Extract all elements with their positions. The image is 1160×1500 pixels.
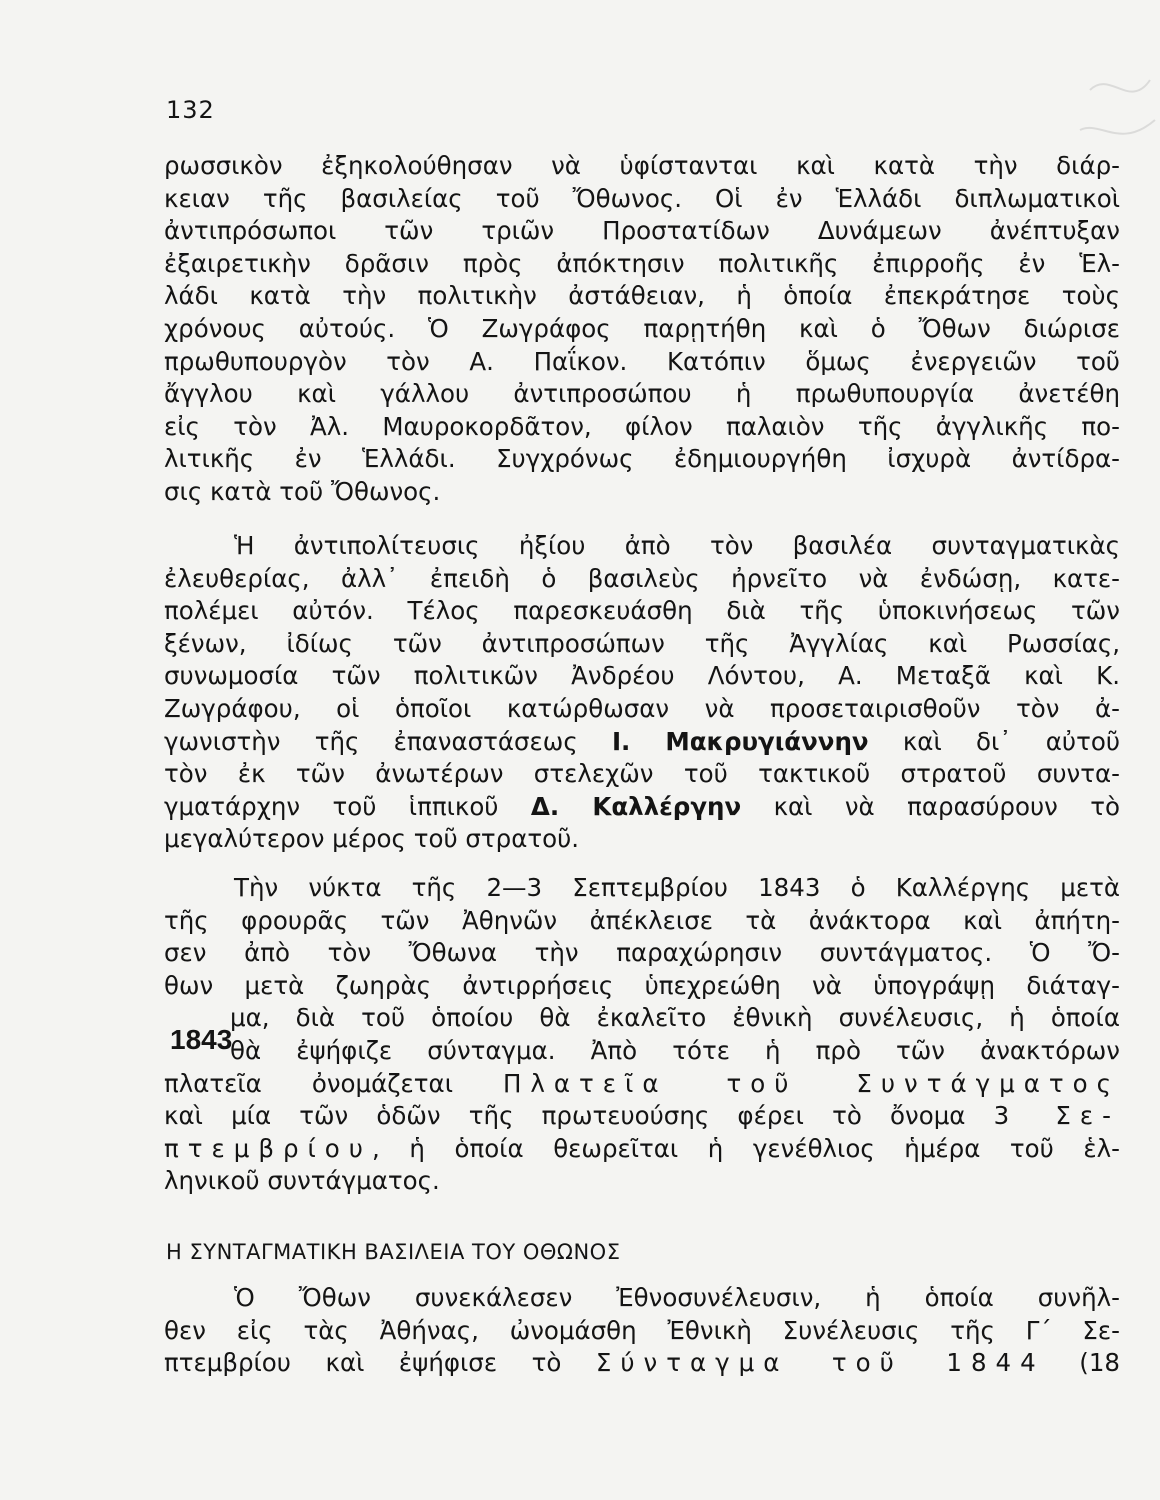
text-line: τὸν ἐκ τῶν ἀνωτέρων στελεχῶν τοῦ τακτικοῦ στρατοῦ συντα- <box>164 759 1120 789</box>
text-line: μεγαλύτερον μέρος τοῦ στρατοῦ. <box>164 824 580 854</box>
margin-year-note: 1843 <box>170 1024 233 1055</box>
person-name-makrygiannis: Ι. Μακρυγιάννην <box>611 726 869 756</box>
text-line: ἀντιπρόσωποι τῶν τριῶν Προστατίδων Δυνάμεων ἀνέπτυξαν <box>164 216 1120 246</box>
text-line: θων μετὰ ζωηρὰς ἀντιρρήσεις ὑπεχρεώθη νὰ ὑπογράψῃ διάταγ- <box>164 970 1120 1000</box>
text-line: Ζωγράφου, οἱ ὁποῖοι κατώρθωσαν νὰ προσεταιρισθοῦν τὸν ἀ- <box>164 693 1120 723</box>
text-line: συνωμοσία τῶν πολιτικῶν Ἀνδρέου Λόντου, Α. Μεταξᾶ καὶ Κ. <box>164 661 1120 691</box>
text-line: Ὁ Ὄθων συνεκάλεσεν Ἐθνοσυνέλευσιν, ἡ ὁποία συνῆλ- <box>234 1283 1120 1312</box>
text-line: σεν ἀπὸ τὸν Ὄθωνα τὴν παραχώρησιν συντάγματος. Ὁ Ὄ- <box>164 938 1120 968</box>
section-heading: Η ΣΥΝΤΑΓΜΑΤΙΚΗ ΒΑΣΙΛΕΙΑ ΤΟΥ ΟΘΩΝΟΣ <box>166 1240 621 1264</box>
text-line: χρόνους αὐτούς. Ὁ Ζωγράφος παρῃτήθη καὶ ὁ Ὄθων διώρισε <box>164 313 1120 343</box>
text-run: (18 <box>1044 1348 1121 1378</box>
text-line: κειαν τῆς βασιλείας τοῦ Ὄθωνος. Οἱ ἐν Ἑλλάδι διπλωματικοὶ <box>164 183 1120 213</box>
text-run: καὶ μία τῶν ὁδῶν τῆς πρωτευούσης φέρει τὸ ὄνομα <box>164 1101 994 1131</box>
text-line: ρωσσικὸν ἐξηκολούθησαν νὰ ὑφίστανται καὶ κατὰ τὴν διάρ- <box>164 151 1120 180</box>
text-line <box>164 1068 1120 1101</box>
text-line: τῆς φρουρᾶς τῶν Ἀθηνῶν ἀπέκλεισε τὰ ἀνάκτορα καὶ ἀπήτη- <box>164 905 1120 935</box>
spaced-text-date-cont: πτεμβρίου <box>164 1133 372 1163</box>
text-line: ληνικοῦ συντάγματος. <box>164 1166 440 1196</box>
spaced-text-date: 3 Σε- <box>993 1101 1120 1131</box>
paragraph-4 <box>164 1282 1120 1380</box>
text-line: πολέμει αὐτόν. Τέλος παρεσκευάσθη διὰ τῆς ὑποκινήσεως τῶν <box>164 596 1120 626</box>
text-line: θεν εἰς τὰς Ἀθήνας, ὠνομάσθη Ἐθνικὴ Συνέλευσις τῆς Γ΄ Σε- <box>164 1315 1120 1345</box>
text-run: πτεμβρίου καὶ ἐψήφισε τὸ <box>164 1348 596 1378</box>
text-line: Ἡ ἀντιπολίτευσις ἠξίου ἀπὸ τὸν βασιλέα συνταγματικὰς <box>234 531 1120 560</box>
text-line: ἄγγλου καὶ γάλλου ἀντιπροσώπου ἡ πρωθυπουργία ἀνετέθη <box>164 379 1120 409</box>
text-line: ἐξαιρετικὴν δρᾶσιν πρὸς ἀπόκτησιν πολιτικῆς ἐπιρροῆς ἐν Ἑλ- <box>164 248 1120 278</box>
paragraph-2 <box>164 530 1120 856</box>
text-run: καὶ δι᾿ αὐτοῦ <box>868 726 1120 756</box>
margin-note-lines <box>164 1002 1120 1067</box>
text-line: Τὴν νύκτα τῆς 2—3 Σεπτεμβρίου 1843 ὁ Καλλέργης μετὰ <box>234 873 1120 902</box>
text-line <box>164 726 1120 759</box>
paragraph-1 <box>164 150 1120 509</box>
text-run: , ἡ ὁποία θεωρεῖται ἡ γενέθλιος ἡμέρα τοῦ ἑλ- <box>371 1133 1120 1163</box>
paragraph-3 <box>164 872 1120 1198</box>
text-run: γματάρχην τοῦ ἱππικοῦ <box>164 791 531 821</box>
text-run: γωνιστὴν τῆς ἐπαναστάσεως <box>164 726 612 756</box>
text-line: λάδι κατὰ τὴν πολιτικὴν ἀστάθειαν, ἡ ὁποία ἐπεκράτησε τοὺς <box>164 281 1120 311</box>
text-line: ἐλευθερίας, ἀλλ᾿ ἐπειδὴ ὁ βασιλεὺς ἠρνεῖτο νὰ ἐνδώσῃ, κατε- <box>164 563 1120 593</box>
text-line: θὰ ἐψήφιζε σύνταγμα. Ἀπὸ τότε ἡ πρὸ τῶν ἀνακτόρων <box>230 1035 1120 1065</box>
person-name-kallergis: Δ. Καλλέργην <box>530 791 742 821</box>
text-line <box>164 1133 1120 1166</box>
text-line <box>164 1347 1120 1380</box>
text-line: λιτικῆς ἐν Ἑλλάδι. Συγχρόνως ἐδημιουργήθη ἰσχυρὰ ἀντίδρα- <box>164 444 1120 474</box>
spaced-text-plateia-syntagmatos: Πλατεῖα τοῦ Συντάγματος <box>502 1068 1120 1098</box>
text-line: πρωθυπουργὸν τὸν Α. Παΐκον. Κατόπιν ὅμως ἐνεργειῶν τοῦ <box>164 346 1120 376</box>
text-line <box>164 791 1120 824</box>
page-show-through-mark <box>1070 60 1160 180</box>
text-run: καὶ νὰ παρασύρουν τὸ <box>741 791 1120 821</box>
spaced-text-constitution-1844: Σύνταγμα τοῦ 1844 <box>595 1348 1045 1378</box>
text-line: μα, διὰ τοῦ ὁποίου θὰ ἐκαλεῖτο ἐθνικὴ συνέλευσις, ἡ ὁποία <box>230 1003 1120 1033</box>
text-run: πλατεῖα ὀνομάζεται <box>164 1068 503 1098</box>
text-line: εἰς τὸν Ἀλ. Μαυροκορδᾶτον, φίλον παλαιὸν τῆς ἀγγλικῆς πο- <box>164 411 1120 441</box>
page-number: 132 <box>166 96 215 124</box>
text-line: ξένων, ἰδίως τῶν ἀντιπροσώπων τῆς Ἀγγλίας καὶ Ρωσσίας, <box>164 628 1120 658</box>
text-line <box>164 1100 1120 1133</box>
text-line: σις κατὰ τοῦ Ὄθωνος. <box>164 476 441 506</box>
